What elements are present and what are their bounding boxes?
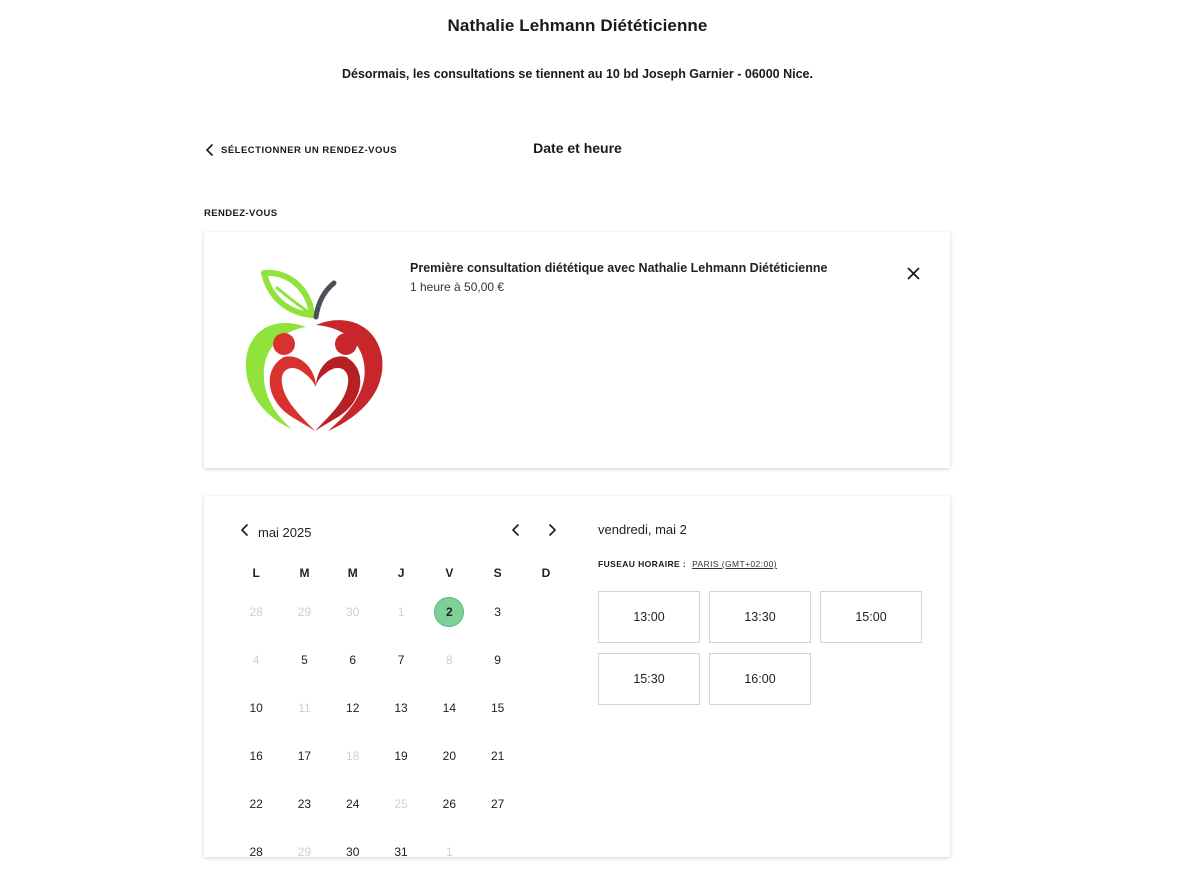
calendar-day <box>329 597 377 645</box>
calendar-day[interactable] <box>329 645 377 693</box>
weekday-label: J <box>397 566 405 580</box>
calendar-day-number: 11 <box>298 701 311 715</box>
calendar-day <box>425 837 473 870</box>
calendar-day-number: 29 <box>297 605 312 619</box>
calendar-day-number: 30 <box>346 605 360 619</box>
calendar-day[interactable] <box>280 789 328 837</box>
timezone-selector[interactable]: PARIS (GMT+02:00) <box>692 559 777 569</box>
calendar-day[interactable] <box>329 789 377 837</box>
calendar-day-number: 19 <box>394 749 408 763</box>
timezone-row <box>598 559 777 569</box>
calendar-day <box>280 597 328 645</box>
time-slot-button[interactable]: 15:30 <box>598 653 700 705</box>
calendar-day <box>280 693 328 741</box>
calendar-day-number: 3 <box>494 605 501 619</box>
calendar-day <box>425 645 473 693</box>
calendar-day[interactable] <box>377 741 425 789</box>
calendar-day[interactable] <box>232 789 280 837</box>
calendar-day-number: 31 <box>394 845 408 859</box>
calendar-day-number: 27 <box>490 797 505 811</box>
calendar-day-number: 29 <box>297 845 312 859</box>
time-slot-button[interactable]: 13:30 <box>709 591 811 643</box>
calendar-day-number: 1 <box>397 605 405 619</box>
weekday-label: L <box>252 566 260 580</box>
month-picker[interactable] <box>240 522 311 542</box>
calendar-day-number: 28 <box>249 605 263 619</box>
calendar-day <box>377 789 425 837</box>
calendar-day[interactable] <box>473 597 521 645</box>
step-title: Date et heure <box>533 140 622 156</box>
calendar-day-number: 30 <box>346 845 360 859</box>
calendar-day <box>232 645 280 693</box>
appointment-title: Première consultation diététique avec Nathalie Lehmann Diététicienne <box>410 261 828 275</box>
weekday-header <box>232 566 570 580</box>
calendar-day-number: 4 <box>252 653 260 667</box>
calendar-day-number: 16 <box>249 749 263 763</box>
chevron-left-icon[interactable] <box>240 523 250 542</box>
calendar-day[interactable] <box>473 693 521 741</box>
calendar-day-number: 7 <box>397 653 405 667</box>
calendar-day-number: 9 <box>494 653 501 667</box>
calendar-day[interactable] <box>425 741 473 789</box>
calendar-day[interactable] <box>377 693 425 741</box>
calendar-day-number: 14 <box>442 701 456 715</box>
calendar-day-number: 8 <box>445 653 453 667</box>
previous-month-button[interactable] <box>506 522 526 542</box>
time-slot-button[interactable]: 15:00 <box>820 591 922 643</box>
calendar-day[interactable] <box>329 693 377 741</box>
calendar-day-number: 2 <box>434 597 464 627</box>
weekday-label: V <box>445 566 454 580</box>
timezone-label: FUSEAU HORAIRE : <box>598 559 687 569</box>
appointment-section-label: RENDEZ-VOUS <box>204 208 278 219</box>
calendar-day-number: 22 <box>249 797 263 811</box>
back-link-label: SÉLECTIONNER UN RENDEZ-VOUS <box>221 144 398 156</box>
calendar-day-number: 24 <box>346 797 360 811</box>
chevron-left-icon <box>511 523 521 542</box>
calendar-day-number: 10 <box>249 701 263 715</box>
calendar-day-number: 18 <box>346 749 360 763</box>
calendar-day <box>329 741 377 789</box>
calendar-day-number: 26 <box>442 797 456 811</box>
calendar-day[interactable] <box>473 789 521 837</box>
time-slots <box>598 591 928 705</box>
calendar-day-number: 1 <box>445 845 453 859</box>
month-label: mai 2025 <box>258 524 312 540</box>
apple-heart-logo <box>244 269 386 436</box>
calendar-day[interactable] <box>473 741 521 789</box>
calendar-day-number: 13 <box>394 701 408 715</box>
calendar-day-number: 23 <box>297 797 312 811</box>
calendar-day-number: 5 <box>301 653 308 667</box>
weekday-label: M <box>347 566 358 580</box>
calendar-day-number: 17 <box>297 749 312 763</box>
calendar-day-number: 21 <box>490 749 505 763</box>
calendar-days-grid <box>232 597 570 870</box>
calendar-day-number: 25 <box>394 797 408 811</box>
appointment-duration-price: 1 heure à 50,00 € <box>410 280 505 294</box>
calendar-day[interactable] <box>425 693 473 741</box>
calendar-day-number: 20 <box>442 749 456 763</box>
business-notice: Désormais, les consultations se tiennent au 10 bd Joseph Garnier - 06000 Nice. <box>341 67 813 81</box>
calendar-day <box>232 597 280 645</box>
calendar-day[interactable] <box>329 837 377 870</box>
calendar-day[interactable] <box>232 693 280 741</box>
close-icon <box>907 267 920 285</box>
date-time-card <box>204 496 950 857</box>
calendar-day[interactable] <box>473 645 521 693</box>
time-slot-button[interactable]: 13:00 <box>598 591 700 643</box>
weekday-label: M <box>299 566 310 580</box>
time-slot-button[interactable]: 16:00 <box>709 653 811 705</box>
calendar-day-number: 12 <box>346 701 360 715</box>
next-month-button[interactable] <box>542 522 562 542</box>
calendar-day[interactable] <box>377 645 425 693</box>
calendar-day-number: 6 <box>349 653 357 667</box>
calendar-day <box>280 837 328 870</box>
calendar-day[interactable] <box>232 741 280 789</box>
calendar-day[interactable] <box>425 789 473 837</box>
business-name: Nathalie Lehmann Diététicienne <box>447 16 708 35</box>
calendar-day-number: 28 <box>249 845 263 859</box>
calendar-day-number: 15 <box>490 701 505 715</box>
appointment-card <box>204 232 950 468</box>
weekday-label: D <box>541 566 551 580</box>
weekday-label: S <box>493 566 502 580</box>
selected-date-label: vendredi, mai 2 <box>598 522 687 537</box>
calendar-day[interactable] <box>377 837 425 870</box>
calendar-day[interactable] <box>280 741 328 789</box>
calendar-day[interactable] <box>232 837 280 870</box>
calendar-day-selected[interactable] <box>425 597 473 645</box>
remove-appointment-button[interactable] <box>904 267 922 285</box>
calendar-day[interactable] <box>280 645 328 693</box>
calendar-day <box>377 597 425 645</box>
chevron-right-icon <box>547 523 557 542</box>
